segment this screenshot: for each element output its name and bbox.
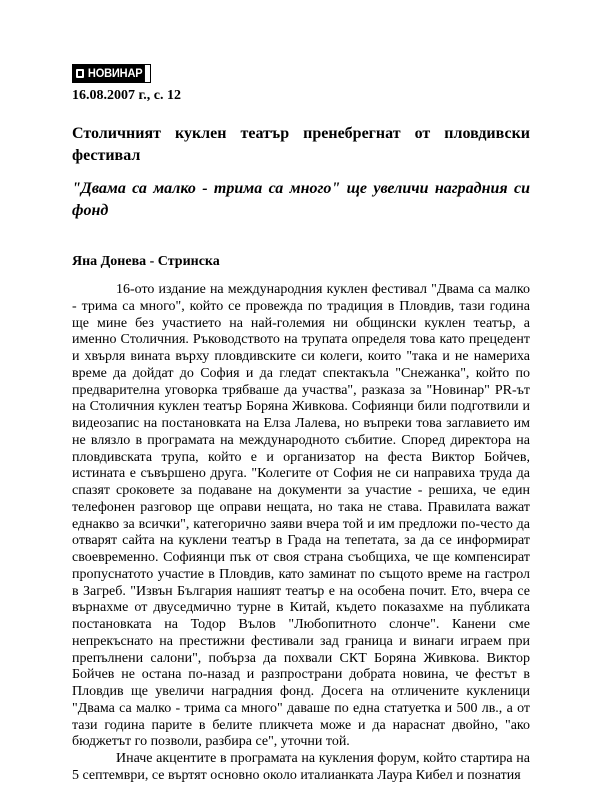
newspaper-logo bbox=[72, 64, 151, 83]
subheadline: "Двама са малко - трима са много" ще увеличи наградния си фонд bbox=[72, 180, 530, 219]
newspaper-masthead-icon bbox=[73, 65, 87, 82]
headline: Столичният куклен театър пренебрегнат от пловдивски фестивал bbox=[72, 125, 530, 164]
logo-text: НОВИНАР bbox=[87, 65, 145, 82]
article-body bbox=[72, 282, 530, 785]
author-byline: Яна Донева - Стринска bbox=[72, 254, 220, 269]
article-page bbox=[72, 64, 530, 785]
dateline: 16.08.2007 г., с. 12 bbox=[72, 88, 181, 103]
article-paragraph: Иначе акцентите в програмата на кукления форум, който стартира на 5 септември, се въртят основно около италианката Лаура Кибел и познатия bbox=[72, 751, 530, 783]
article-paragraph: 16-ото издание на международния куклен фестивал "Двама са малко - трима са много", който се провежда по традиция в Пловдив, тази година ще мине без участието на най-големия ни общински куклен театър, а именно Столичния. Ръководството на трупата определя това като прецедент и хвърля вината върху пловдивските си колеги, които "така и не намериха време да дойдат до София и да гледат спектакъла "Снежанка", който по предварителна уговорка трябваше да участва", разказа за "Новинар" PR-ът на Столичния куклен театър Боряна Живкова. Софиянци били подготвили и видеозапис на постановката на Елза Лалева, но въпреки това заглавието им не влязло в програмата на международното събитие. Според директора на пловдивската трупа, който е и организатор на феста Виктор Бойчев, истината е съвършено друга. "Колегите от София не си направиха труда да спазят сроковете за подаване на документи за участие - решиха, че един телефонен разговор ще оправи нещата, но така не става. Правилата важат еднакво за всички", категорично заяви вчера той и им предложи по-често да отварят сайта на куклени театър в Града на тепетата, за да се информират своевременно. Софиянци пък от своя страна съобщиха, че ще компенсират пропуснатото участие в Пловдив, като заминат по същото време на гастрол в Загреб. "Извън България нашият театър е на особена почит. Ето, вчера се върнахме от двуседмично турне в Китай, където показахме на публиката постановката на Тодор Вълов "Любопитното слонче". Канени сме непрекъснато на престижни фестивали зад граница и винаги играем при препълнени салони", побърза да похвали СКТ Боряна Живкова. Виктор Бойчев не остана по-назад и разпространи добрата новина, че фестът в Пловдив ще увеличи наградния фонд. Досега на отличените кукленици "Двама са малко - трима са много" даваше по една статуетка и 500 лв., а от тази година парите в белите пликчета може и да нараснат двойно, "ако бюджетът го позволи, разбира се", уточни той. bbox=[72, 282, 530, 750]
